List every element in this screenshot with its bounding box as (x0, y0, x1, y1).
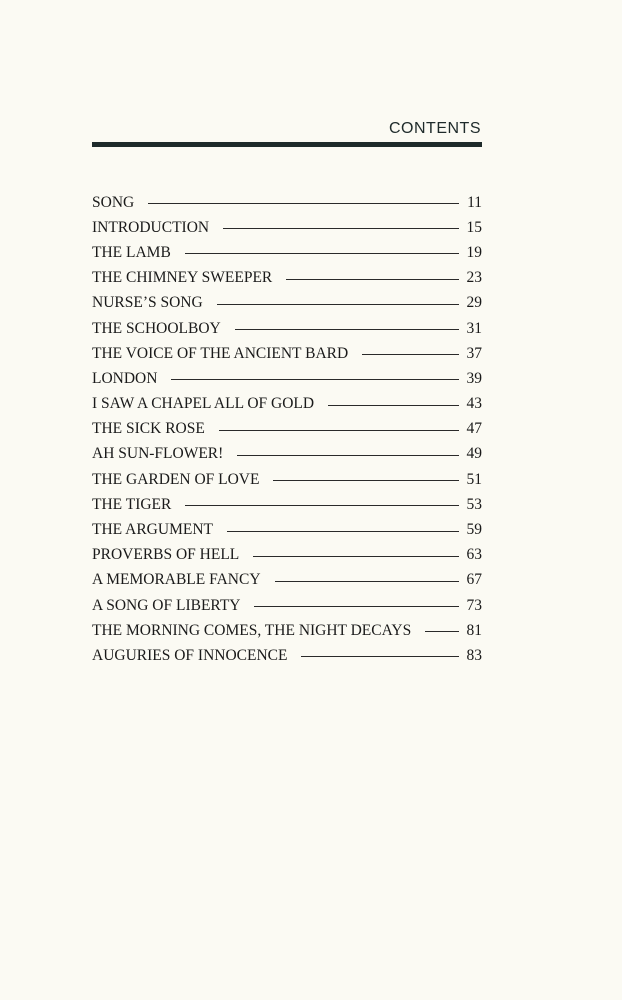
toc-entry-title: SONG (92, 193, 135, 211)
toc-leader-line (219, 430, 459, 431)
header-rule (92, 142, 482, 147)
toc-entry-page-number: 49 (466, 445, 482, 463)
toc-entry (92, 392, 482, 417)
toc-leader-line (301, 656, 458, 657)
toc-entry-title: THE SCHOOLBOY (92, 319, 221, 337)
toc-entry (92, 618, 482, 643)
toc-entry-title: THE VOICE OF THE ANCIENT BARD (92, 344, 349, 362)
toc-leader-line (286, 279, 458, 280)
table-of-contents (92, 190, 482, 669)
toc-entry-title: INTRODUCTION (92, 218, 210, 236)
toc-entry-title: THE ARGUMENT (92, 521, 213, 539)
toc-entry (92, 492, 482, 517)
toc-entry-title: THE GARDEN OF LOVE (92, 470, 260, 488)
toc-entry (92, 593, 482, 618)
toc-leader-line (254, 606, 458, 607)
toc-entry-title: A SONG OF LIBERTY (92, 596, 241, 614)
toc-entry-title: THE CHIMNEY SWEEPER (92, 269, 273, 287)
toc-leader-line (237, 455, 458, 456)
toc-entry-page-number: 15 (466, 218, 482, 236)
toc-leader-line (185, 505, 458, 506)
toc-entry-page-number: 73 (466, 596, 482, 614)
toc-entry-page-number: 51 (466, 470, 482, 488)
toc-entry-title: THE LAMB (92, 243, 171, 261)
toc-leader-line (425, 631, 458, 632)
toc-entry (92, 266, 482, 291)
toc-leader-line (227, 531, 459, 532)
toc-entry-title: NURSE’S SONG (92, 294, 203, 312)
toc-leader-line (185, 253, 459, 254)
toc-entry (92, 442, 482, 467)
toc-leader-line (223, 228, 458, 229)
toc-entry (92, 643, 482, 668)
toc-entry-page-number: 47 (466, 420, 482, 438)
toc-entry (92, 417, 482, 442)
toc-entry (92, 316, 482, 341)
toc-entry-page-number: 23 (466, 269, 482, 287)
toc-leader-line (148, 203, 459, 204)
toc-entry (92, 341, 482, 366)
toc-entry (92, 467, 482, 492)
toc-entry (92, 190, 482, 215)
toc-entry (92, 366, 482, 391)
toc-leader-line (235, 329, 459, 330)
toc-entry-page-number: 19 (466, 243, 482, 261)
toc-entry-page-number: 11 (467, 193, 482, 211)
toc-entry (92, 215, 482, 240)
toc-entry-page-number: 43 (466, 395, 482, 413)
toc-entry-page-number: 53 (466, 495, 482, 513)
toc-leader-line (217, 304, 459, 305)
page-title: CONTENTS (389, 120, 481, 137)
toc-entry (92, 240, 482, 265)
toc-entry-title: AH SUN-FLOWER! (92, 445, 224, 463)
toc-leader-line (275, 581, 459, 582)
toc-entry-title: I SAW A CHAPEL ALL OF GOLD (92, 395, 315, 413)
toc-entry-page-number: 63 (466, 546, 482, 564)
toc-entry-title: THE MORNING COMES, THE NIGHT DECAYS (92, 621, 412, 639)
toc-entry-page-number: 81 (466, 621, 482, 639)
toc-entry (92, 517, 482, 542)
toc-entry-page-number: 59 (466, 521, 482, 539)
toc-entry-page-number: 39 (466, 369, 482, 387)
toc-entry-title: THE TIGER (92, 495, 172, 513)
toc-leader-line (273, 480, 458, 481)
toc-entry-title: AUGURIES OF INNOCENCE (92, 646, 288, 664)
toc-entry-page-number: 37 (466, 344, 482, 362)
toc-entry-title: LONDON (92, 369, 158, 387)
toc-entry (92, 568, 482, 593)
toc-entry-page-number: 31 (466, 319, 482, 337)
toc-entry (92, 543, 482, 568)
toc-entry-title: A MEMORABLE FANCY (92, 571, 261, 589)
toc-leader-line (328, 405, 458, 406)
toc-entry-title: THE SICK ROSE (92, 420, 205, 438)
toc-entry (92, 291, 482, 316)
toc-leader-line (171, 379, 458, 380)
toc-leader-line (253, 556, 458, 557)
toc-entry-page-number: 67 (466, 571, 482, 589)
toc-entry-title: PROVERBS OF HELL (92, 546, 240, 564)
toc-entry-page-number: 29 (466, 294, 482, 312)
toc-leader-line (362, 354, 458, 355)
toc-entry-page-number: 83 (466, 646, 482, 664)
